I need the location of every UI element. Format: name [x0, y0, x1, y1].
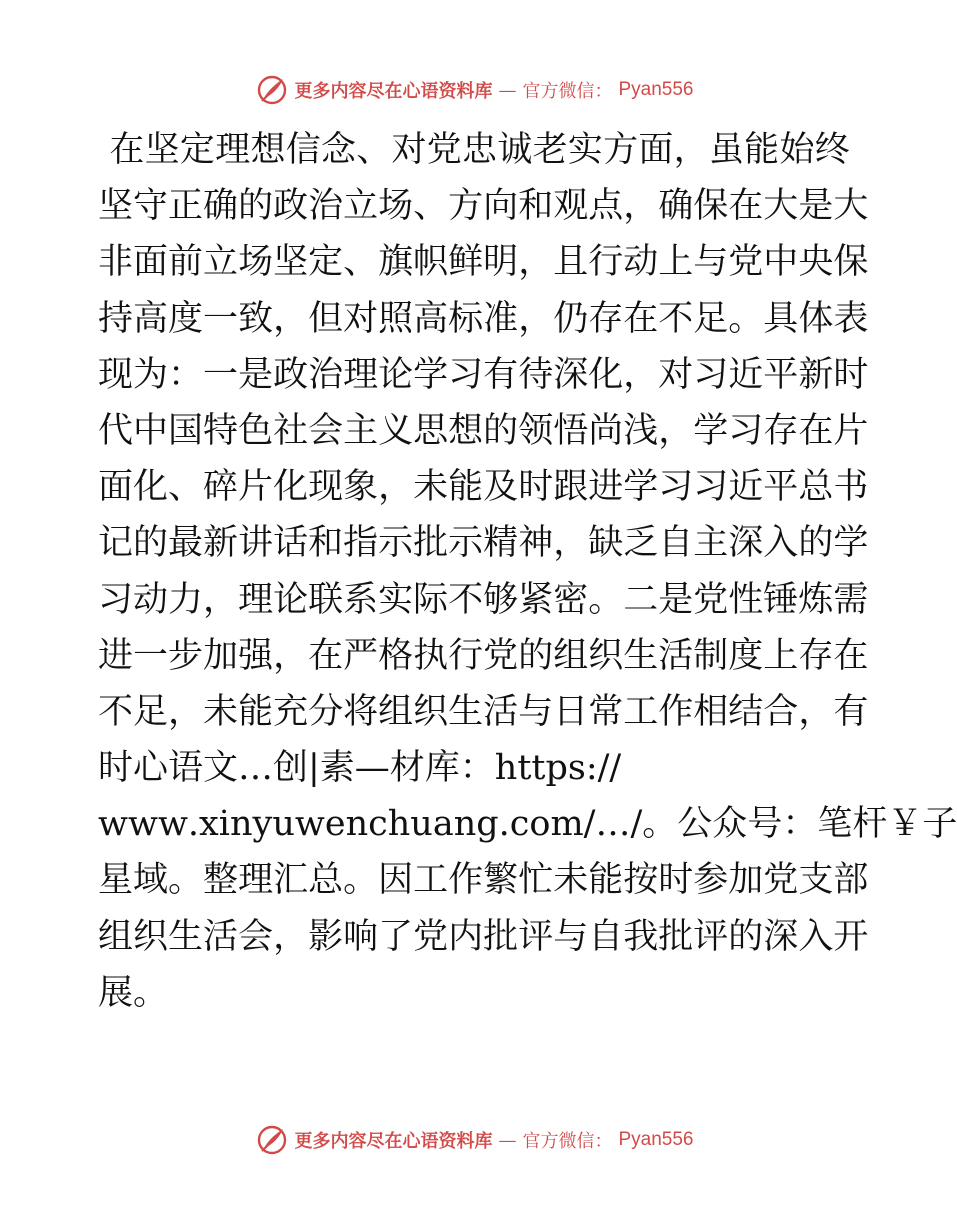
watermark-brand: 更多内容尽在心语资料库 — [294, 1131, 493, 1152]
watermark-official-label: 官方微信： — [522, 81, 613, 102]
body-text-line: 面 化 、 碎 片 化 现 象 ， 未 能 及 时 跟 进 学 习 习 近 平 总 书 — [98, 467, 869, 508]
watermark-brand: 更多内容尽在心语资料库 — [294, 81, 493, 102]
watermark-dash: — — [498, 79, 517, 101]
body-text-line: 时心语文…创|素—材库：https:// — [98, 748, 622, 789]
body-text-line: 记 的 最 新 讲 话 和 指 示 批 示 精 神 ， 缺 乏 自 主 深 入 的 学 — [98, 523, 869, 564]
footer-watermark — [0, 1120, 950, 1160]
body-text-line: 现 为 ： 一 是 政 治 理 论 学 习 有 待 深 化 ， 对 习 近 平 新 时 — [98, 354, 869, 395]
body-text-line: 非 面 前 立 场 坚 定 、 旗 帜 鲜 明 ， 且 行 动 上 与 党 中 央 保 — [98, 242, 869, 283]
watermark-dash: — — [498, 1129, 517, 1151]
document-body — [98, 122, 957, 1021]
body-text-line: 习 动 力 ， 理 论 联 系 实 际 不 够 紧 密 。 二 是 党 性 锤 炼 需 — [98, 579, 869, 620]
body-text-line: 在 坚 定 理 想 信 念 、 对 党 忠 诚 老 实 方 面 ， 虽 能 始 终 — [109, 130, 850, 170]
watermark-wechat-id: Pyan556 — [618, 1129, 694, 1150]
body-text-line: w w w . x i n y u w e n c h u a n g . c o m / … / 。 公 众 号 ： 笔 杆 ￥ 子 — [98, 804, 957, 845]
watermark-official-label: 官方微信： — [522, 1131, 613, 1152]
body-text-line: 不 足 ， 未 能 充 分 将 组 织 生 活 与 日 常 工 作 相 结 合 ， 有 — [98, 691, 869, 732]
header-watermark — [0, 70, 950, 110]
quill-logo-icon — [256, 74, 288, 106]
watermark-wechat-id: Pyan556 — [618, 79, 694, 100]
body-text-line: 持 高 度 一 致 ， 但 对 照 高 标 准 ， 仍 存 在 不 足 。 具 体 表 — [98, 298, 869, 339]
quill-logo-icon — [256, 1124, 288, 1156]
body-text-line: 组 织 生 活 会 ， 影 响 了 党 内 批 评 与 自 我 批 评 的 深 入 开 — [98, 916, 869, 957]
body-text-line: 进 一 步 加 强 ， 在 严 格 执 行 党 的 组 织 生 活 制 度 上 存 在 — [98, 635, 869, 676]
body-text-line: 坚 守 正 确 的 政 治 立 场 、 方 向 和 观 点 ， 确 保 在 大 是 大 — [98, 186, 869, 227]
body-text-line: 代 中 国 特 色 社 会 主 义 思 想 的 领 悟 尚 浅 ， 学 习 存 在 片 — [98, 410, 869, 451]
body-text-line: 展。 — [98, 972, 169, 1013]
body-text-line: 星 域 。 整 理 汇 总 。 因 工 作 繁 忙 未 能 按 时 参 加 党 支 部 — [98, 860, 869, 901]
